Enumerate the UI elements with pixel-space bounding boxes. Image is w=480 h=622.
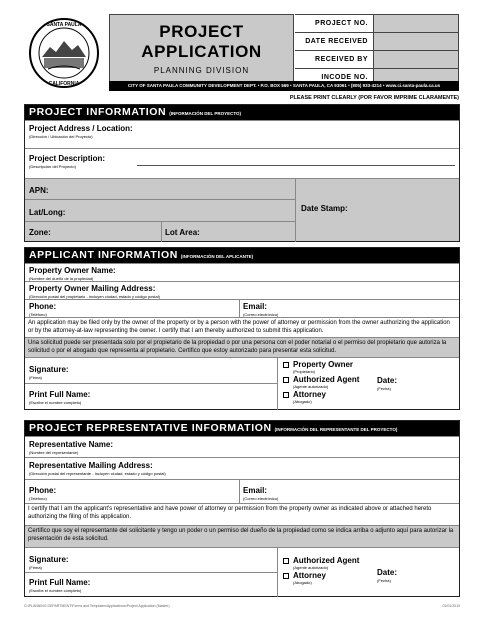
section-title: APPLICANT INFORMATION [29, 249, 178, 261]
department-address: CITY OF SANTA PAULA COMMUNITY DEVELOPMENT DEPT. • P.O. BOX 569 • SANTA PAULA, CA 93061 • (805) 933-4214 • www.ci.santa-paula.ca.us [109, 81, 459, 91]
project-information-section [24, 104, 460, 242]
received-by-field[interactable] [373, 51, 458, 68]
meta-row-received-by [295, 50, 459, 69]
section-heading [25, 105, 459, 120]
zone-label: Zone: [29, 228, 51, 237]
print-name-sub: (Escribe el nombre completo) [29, 588, 82, 593]
option-sub: (Agente autorizado) [293, 384, 329, 389]
notice-text-en: I certify that I am the applicant's representative and have power of attorney or permission from the property owner as indicated above or attached hereto authorizing the filing of this application. [28, 506, 432, 520]
signature-label: Signature: [29, 365, 69, 374]
owner-name-label: Property Owner Name: [29, 266, 116, 275]
applicant-information-section [24, 247, 460, 410]
footer-date: 01/01/2019 [442, 604, 460, 608]
divider [277, 358, 278, 410]
owner-mailing-row[interactable] [25, 281, 459, 299]
division-name: PLANNING DIVISION [153, 66, 250, 75]
option-label: Authorized Agent [293, 375, 360, 384]
office-use-table [295, 14, 459, 87]
email-label: Email: [243, 302, 268, 311]
section-title: PROJECT INFORMATION [29, 106, 167, 118]
owner-mailing-label: Property Owner Mailing Address: [29, 284, 156, 293]
divider [277, 548, 278, 597]
print-clearly-note: PLEASE PRINT CLEARLY (POR FAVOR IMPRIME CLARAMENTE) [289, 95, 459, 101]
rep-notice-es [25, 525, 459, 547]
notice-text-es: Una solicitud puede ser presentada solo por el propietario de la propiedad o por una persona con el poder notarial o el permiso del propietario que autoriza la solicitud o por el abogado que representa al propietario. Certifico que estoy autorizado para presentar esta solicitud. [28, 340, 447, 354]
latlong-label: Lat/Long: [29, 208, 66, 217]
rep-name-label: Representative Name: [29, 440, 114, 449]
representative-information-section [24, 420, 460, 597]
signature-label: Signature: [29, 555, 69, 564]
owner-contact-row [25, 299, 459, 317]
divider [25, 199, 295, 200]
phone-sub: (Teléfono) [29, 496, 47, 501]
date-stamp-label: Date Stamp: [301, 204, 348, 213]
svg-text:SANTA PAULA: SANTA PAULA [46, 22, 82, 28]
notice-text-es: Certifico que soy el representante del solicitante y tengo un poder o un permiso del dueño de la propiedad como se indica arriba o adjunto aquí para autorizar la presentación de esta solicitud. [28, 528, 454, 542]
meta-label: PROJECT NO. [315, 20, 368, 27]
rep-mailing-row[interactable] [25, 457, 459, 479]
option-sub: (Abogado) [293, 580, 312, 585]
section-title-es: (INFORMACIÓN DEL APLICANTE) [180, 254, 254, 259]
project-description-sub: (Descripción del Proyecto) [29, 164, 76, 169]
divider [25, 221, 295, 222]
svg-text:CALIFORNIA: CALIFORNIA [48, 81, 80, 87]
form-title-line1: PROJECT [159, 22, 244, 41]
print-name-label: Print Full Name: [29, 578, 91, 587]
option-label: Property Owner [293, 360, 354, 369]
description-line [137, 165, 455, 166]
lot-area-label: Lot Area: [165, 228, 200, 237]
owner-name-row[interactable] [25, 263, 459, 281]
rep-notice-en [25, 503, 459, 525]
email-sub: (Correo electrónico) [243, 312, 279, 317]
date-sub: (Fecha) [377, 578, 391, 583]
rep-name-sub: (Nombre del representante) [29, 450, 79, 455]
meta-row-project-no [295, 14, 459, 33]
section-title-es: (INFORMACIÓN DEL PROYECTO) [169, 111, 242, 116]
divider [239, 300, 240, 318]
meta-row-date-received [295, 32, 459, 51]
option-sub: (Propietario) [293, 369, 316, 374]
section-heading [25, 248, 459, 263]
signature-sub: (Firma) [29, 565, 42, 570]
section-title-es: (INFORMACIÓN DEL REPRESENTANTE DEL PROYECTO) [274, 427, 398, 432]
date-sub: (Fecha) [377, 386, 391, 391]
divider [295, 179, 296, 242]
project-description-row[interactable] [25, 148, 459, 178]
date-label: Date: [377, 568, 398, 577]
date-label: Date: [377, 376, 398, 385]
divider [25, 572, 277, 573]
page-footer [24, 604, 460, 608]
rep-mailing-sub: (Dirección postal del representante - Incluyen ciudad, estado y código postal) [29, 471, 166, 476]
project-address-sub: (Dirección / Ubicación del Proyecto) [29, 134, 93, 139]
print-name-label: Print Full Name: [29, 390, 91, 399]
title-box [109, 14, 294, 91]
authorization-notice-en [25, 317, 459, 337]
divider [161, 221, 162, 242]
project-description-label: Project Description: [29, 154, 106, 163]
date-received-field[interactable] [373, 33, 458, 50]
option-label: Attorney [293, 390, 326, 399]
email-sub: (Correo electrónico) [243, 496, 279, 501]
section-title: PROJECT REPRESENTATIVE INFORMATION [29, 422, 272, 434]
owner-name-sub: (Nombre del dueño de la propiedad) [29, 276, 94, 281]
form-title-line2: APPLICATION [141, 42, 262, 61]
option-label: Attorney [293, 571, 326, 580]
property-owner-checkbox[interactable] [283, 362, 289, 368]
authorized-agent-checkbox[interactable] [283, 377, 289, 383]
meta-label: DATE RECEIVED [305, 38, 368, 45]
meta-label: INCODE NO. [321, 74, 368, 81]
option-label: Authorized Agent [293, 556, 360, 565]
notice-text-en: An application may be filed only by the owner of the property or by a person with the power of attorney or permission from the owner authorizing the application or by the attorney-at-law representing the owner. I certify that I am thereby authorized to submit this application. [28, 320, 450, 334]
option-sub: (Agente autorizado) [293, 565, 329, 570]
print-name-sub: (Escribe el nombre completo) [29, 400, 82, 405]
city-seal-logo [28, 17, 100, 89]
project-address-row[interactable] [25, 120, 459, 148]
divider [25, 383, 277, 384]
apn-label: APN: [29, 186, 49, 195]
option-sub: (Abogado) [293, 399, 312, 404]
rep-name-row[interactable] [25, 436, 459, 457]
divider [239, 480, 240, 504]
parcel-block [25, 178, 459, 241]
authorization-notice-es [25, 337, 459, 357]
rep-mailing-label: Representative Mailing Address: [29, 461, 153, 470]
applicant-signature-block [25, 357, 459, 409]
attorney-checkbox[interactable] [283, 392, 289, 398]
phone-label: Phone: [29, 486, 57, 495]
signature-sub: (Firma) [29, 375, 42, 380]
project-no-field[interactable] [373, 15, 458, 32]
footer-path: G:\PLANNING DEPARTMENT\Forms and Templates\Applications\Project Application (Master) [24, 604, 170, 608]
project-address-label: Project Address / Location: [29, 124, 133, 133]
phone-sub: (Teléfono) [29, 312, 47, 317]
rep-contact-row [25, 479, 459, 503]
meta-label: RECEIVED BY [315, 56, 368, 63]
authorized-agent-checkbox[interactable] [283, 558, 289, 564]
rep-signature-block [25, 547, 459, 596]
owner-mailing-sub: (Dirección postal del propietario - Incluyen ciudad, estado y código postal) [29, 294, 160, 299]
phone-label: Phone: [29, 302, 57, 311]
attorney-checkbox[interactable] [283, 573, 289, 579]
section-heading [25, 421, 459, 436]
email-label: Email: [243, 486, 268, 495]
